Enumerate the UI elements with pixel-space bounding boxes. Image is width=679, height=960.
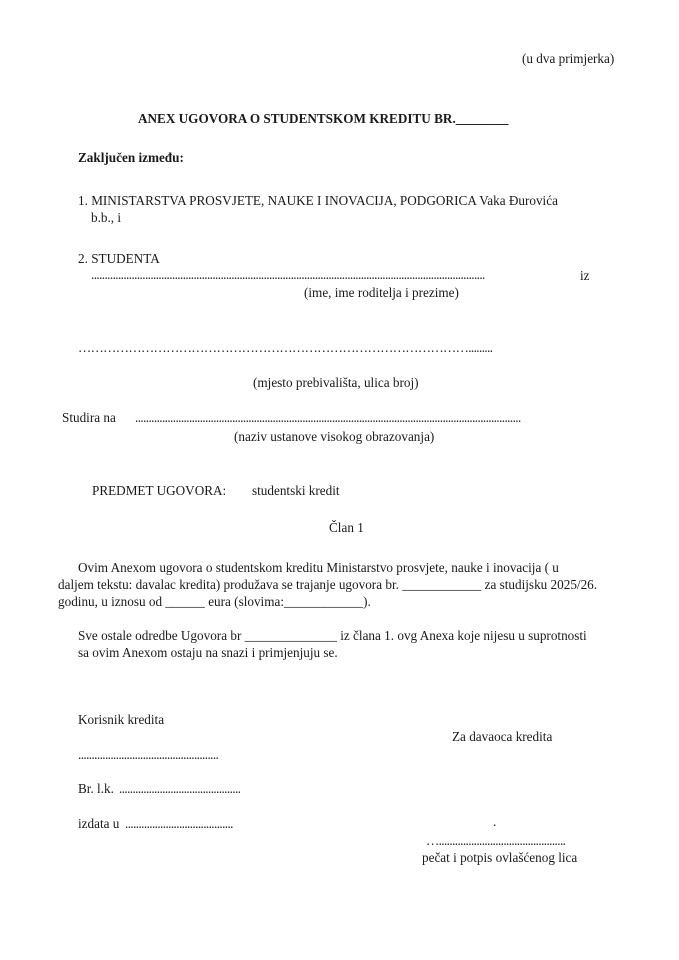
institution-caption: (naziv ustanove visokog obrazovanja) <box>234 429 435 444</box>
article-heading: Član 1 <box>329 520 364 535</box>
id-number-field[interactable]: ............................................. <box>119 781 241 796</box>
article-para2-line1: Sve ostale odredbe Ugovora br ______________ iz člana 1. ovg Anexa koje nijesu u suprotnosti <box>78 628 587 643</box>
lender-label: Za davaoca kredita <box>452 729 553 744</box>
period-mark: . <box>493 814 497 829</box>
name-caption: (ime, ime roditelja i prezime) <box>304 285 459 300</box>
copies-note: (u dva primjerka) <box>522 51 615 66</box>
address-field[interactable]: …………………………………………………………………………………......... <box>78 340 493 355</box>
article-para2-line2: sa ovim Anexom ostaju na snazi i primjenjuju se. <box>78 645 338 660</box>
article-para1-line3: godinu, u iznosu od ______ eura (slovima:____________). <box>58 594 371 609</box>
address-caption: (mjesto prebivališta, ulica broj) <box>253 375 419 390</box>
subject-label: PREDMET UGOVORA: <box>92 483 227 498</box>
subject-value: studentski kredit <box>252 483 340 498</box>
issued-label: izdata u <box>78 816 120 831</box>
article-para1-line2: daljem tekstu: davalac kredita) produžava se trajanje ugovora br. ____________ za studijsku 2025/26. <box>58 577 598 592</box>
studies-label: Studira na <box>62 410 116 425</box>
article-para1-line1: Ovim Anexom ugovora o studentskom kreditu Ministarstvo prosvjete, nauke i inovacija ( u <box>78 560 559 575</box>
borrower-label: Korisnik kredita <box>78 712 165 727</box>
institution-field[interactable]: ............................................................................................................................................... <box>135 410 521 425</box>
seal-caption: pečat i potpis ovlašćenog lica <box>422 850 578 865</box>
party1-line1: 1. MINISTARSTVA PROSVJETE, NAUKE I INOVACIJA, PODGORICA Vaka Đurovića <box>78 193 558 208</box>
document-title: ANEX UGOVORA O STUDENTSKOM KREDITU BR.________ <box>138 111 509 126</box>
party1-line2: b.b., i <box>91 210 122 225</box>
id-label: Br. l.k. <box>78 781 114 796</box>
party2-label: 2. STUDENTA <box>78 251 160 266</box>
concluded-label: Zaključen između: <box>78 150 184 165</box>
from-label: iz <box>580 268 590 283</box>
name-field[interactable]: .................................................................................................................................................. <box>91 267 485 282</box>
issued-place-field[interactable]: ........................................ <box>125 816 233 831</box>
seal-signature-field[interactable]: …............................................... <box>426 833 566 848</box>
borrower-signature-field[interactable]: .................................................... <box>78 747 219 762</box>
